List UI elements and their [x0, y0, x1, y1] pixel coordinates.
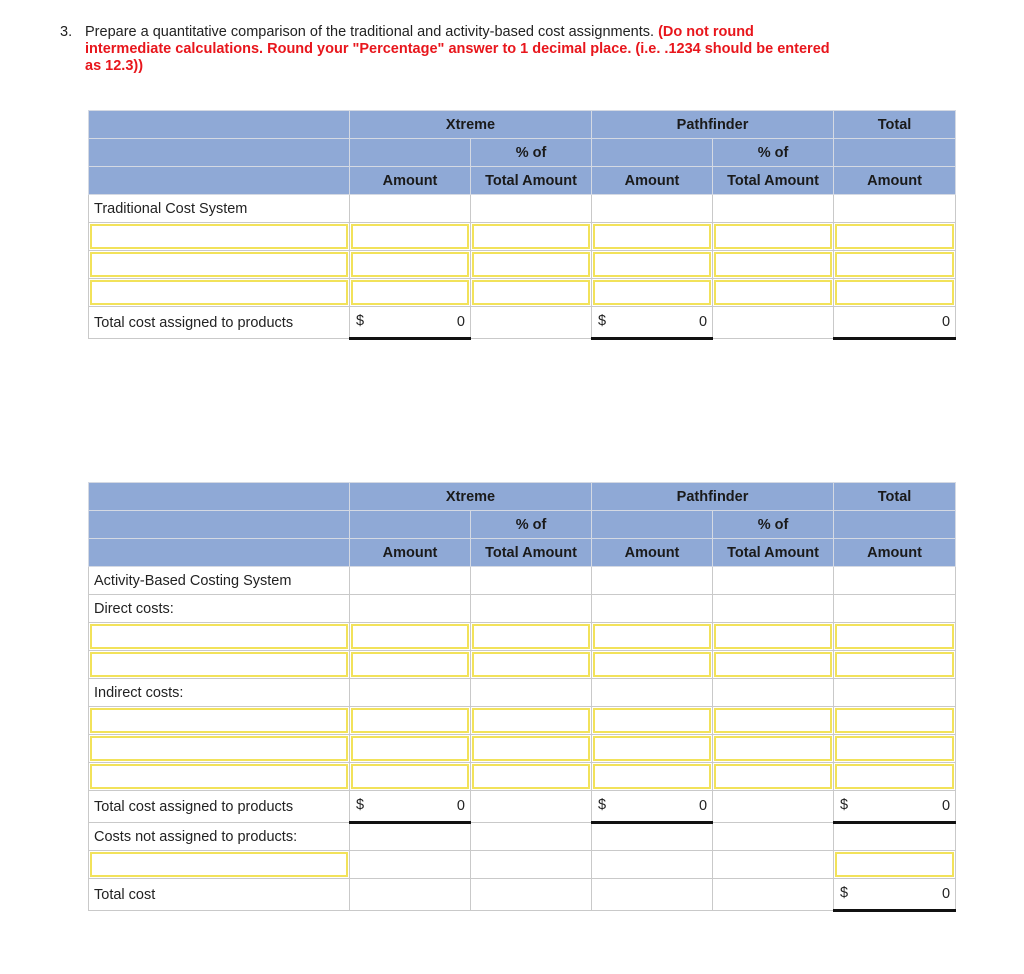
total-amount-input[interactable] — [835, 708, 954, 733]
row-label-input[interactable] — [90, 624, 348, 649]
header-amount: Amount — [592, 167, 713, 195]
total-cost-value: 0 — [941, 886, 951, 902]
row-label-input[interactable] — [90, 252, 348, 277]
header-total-amount: Total Amount — [471, 167, 592, 195]
xtreme-percent-input[interactable] — [472, 736, 590, 761]
grand-total-value: 0 — [941, 798, 951, 814]
total-amount-input[interactable] — [835, 764, 954, 789]
rounding-note: (Do not round intermediate calculations. Round your "Percentage" answer to 1 decimal place. (i.e. .1234 should be entered as 12.3)) — [85, 24, 830, 74]
table-row — [89, 851, 956, 879]
pathfinder-percent-input[interactable] — [714, 224, 832, 249]
row-label-input[interactable] — [90, 736, 348, 761]
pathfinder-total-cell — [592, 307, 713, 339]
xtreme-amount-input[interactable] — [351, 736, 469, 761]
header-amount: Amount — [834, 539, 956, 567]
total-cost-row — [89, 879, 956, 911]
indirect-costs-label: Indirect costs: — [89, 679, 350, 707]
pathfinder-amount-input[interactable] — [593, 224, 711, 249]
instruction-text: Prepare a quantitative comparison of the traditional and activity-based cost assignments. — [85, 24, 655, 40]
total-label: Total cost assigned to products — [89, 791, 350, 823]
xtreme-total-value: 0 — [456, 314, 465, 330]
not-assigned-amount-input[interactable] — [835, 852, 954, 877]
pathfinder-percent-input[interactable] — [714, 736, 832, 761]
instruction — [60, 24, 830, 75]
pathfinder-amount-input[interactable] — [593, 736, 711, 761]
total-amount-input[interactable] — [835, 652, 954, 677]
section-label: Activity-Based Costing System — [89, 567, 350, 595]
not-assigned-label: Costs not assigned to products: — [89, 823, 350, 851]
table-row — [89, 763, 956, 791]
dollar-sign: $ — [598, 797, 607, 813]
pathfinder-percent-input[interactable] — [714, 708, 832, 733]
total-cost-cell — [834, 879, 956, 911]
header-total-amount: Total Amount — [713, 167, 834, 195]
xtreme-amount-input[interactable] — [351, 280, 469, 305]
section-label: Traditional Cost System — [89, 195, 350, 223]
pathfinder-amount-input[interactable] — [593, 652, 711, 677]
pathfinder-amount-input[interactable] — [593, 252, 711, 277]
total-amount-input[interactable] — [835, 624, 954, 649]
xtreme-percent-input[interactable] — [472, 764, 590, 789]
pathfinder-total-value: 0 — [698, 314, 708, 330]
total-row — [89, 307, 956, 339]
xtreme-amount-input[interactable] — [351, 252, 469, 277]
row-label-input[interactable] — [90, 652, 348, 677]
xtreme-percent-input[interactable] — [472, 224, 590, 249]
pathfinder-total-value: 0 — [698, 798, 708, 814]
header-amount: Amount — [350, 539, 471, 567]
pathfinder-percent-input[interactable] — [714, 252, 832, 277]
header-total-amount: Total Amount — [713, 539, 834, 567]
row-label-input[interactable] — [90, 708, 348, 733]
xtreme-total-cell — [350, 307, 471, 339]
header-amount: Amount — [834, 167, 956, 195]
traditional-cost-table — [88, 110, 956, 340]
total-amount-input[interactable] — [835, 736, 954, 761]
xtreme-amount-input[interactable] — [351, 624, 469, 649]
pathfinder-percent-input[interactable] — [714, 280, 832, 305]
table-row — [89, 707, 956, 735]
table-row — [89, 223, 956, 251]
pathfinder-percent-input[interactable] — [714, 652, 832, 677]
header-pct-of: % of — [471, 139, 592, 167]
header-total-amount: Total Amount — [471, 539, 592, 567]
header-pct-of: % of — [471, 511, 592, 539]
not-assigned-label-input[interactable] — [90, 852, 348, 877]
question-number: 3. — [60, 24, 73, 40]
header-blank — [89, 111, 350, 139]
grand-total-value: 0 — [941, 314, 951, 330]
pathfinder-amount-input[interactable] — [593, 280, 711, 305]
row-label-input[interactable] — [90, 280, 348, 305]
row-label-input[interactable] — [90, 764, 348, 789]
header-amount: Amount — [592, 539, 713, 567]
xtreme-total-value: 0 — [456, 798, 465, 814]
total-label: Total cost assigned to products — [89, 307, 350, 339]
pathfinder-amount-input[interactable] — [593, 708, 711, 733]
xtreme-percent-input[interactable] — [472, 708, 590, 733]
xtreme-percent-input[interactable] — [472, 280, 590, 305]
table-row — [89, 735, 956, 763]
table-row — [89, 651, 956, 679]
header-pct-of: % of — [713, 511, 834, 539]
xtreme-percent-input[interactable] — [472, 652, 590, 677]
grand-total-cell — [834, 307, 956, 339]
total-row — [89, 791, 956, 823]
dollar-sign: $ — [356, 797, 365, 813]
dollar-sign: $ — [840, 797, 849, 813]
header-xtreme: Xtreme — [350, 483, 592, 511]
direct-costs-label: Direct costs: — [89, 595, 350, 623]
header-pathfinder: Pathfinder — [592, 483, 834, 511]
header-amount: Amount — [350, 167, 471, 195]
row-label-input[interactable] — [90, 224, 348, 249]
pathfinder-percent-input[interactable] — [714, 624, 832, 649]
pathfinder-amount-input[interactable] — [593, 624, 711, 649]
header-total: Total — [834, 111, 956, 139]
dollar-sign: $ — [840, 885, 849, 901]
dollar-sign: $ — [598, 313, 607, 329]
xtreme-total-cell — [350, 791, 471, 823]
header-pct-of: % of — [713, 139, 834, 167]
pathfinder-total-cell — [592, 791, 713, 823]
xtreme-percent-input[interactable] — [472, 252, 590, 277]
xtreme-amount-input[interactable] — [351, 764, 469, 789]
xtreme-amount-input[interactable] — [351, 652, 469, 677]
table-row — [89, 251, 956, 279]
header-xtreme: Xtreme — [350, 111, 592, 139]
xtreme-percent-input[interactable] — [472, 624, 590, 649]
total-amount-input[interactable] — [835, 224, 954, 249]
xtreme-amount-input[interactable] — [351, 708, 469, 733]
pathfinder-percent-input[interactable] — [714, 764, 832, 789]
header-total: Total — [834, 483, 956, 511]
pathfinder-amount-input[interactable] — [593, 764, 711, 789]
total-amount-input[interactable] — [835, 280, 954, 305]
abc-cost-table — [88, 482, 956, 912]
header-pathfinder: Pathfinder — [592, 111, 834, 139]
table-row — [89, 623, 956, 651]
dollar-sign: $ — [356, 313, 365, 329]
total-cost-label: Total cost — [89, 879, 350, 911]
table-row — [89, 279, 956, 307]
total-amount-input[interactable] — [835, 252, 954, 277]
xtreme-amount-input[interactable] — [351, 224, 469, 249]
grand-total-cell — [834, 791, 956, 823]
